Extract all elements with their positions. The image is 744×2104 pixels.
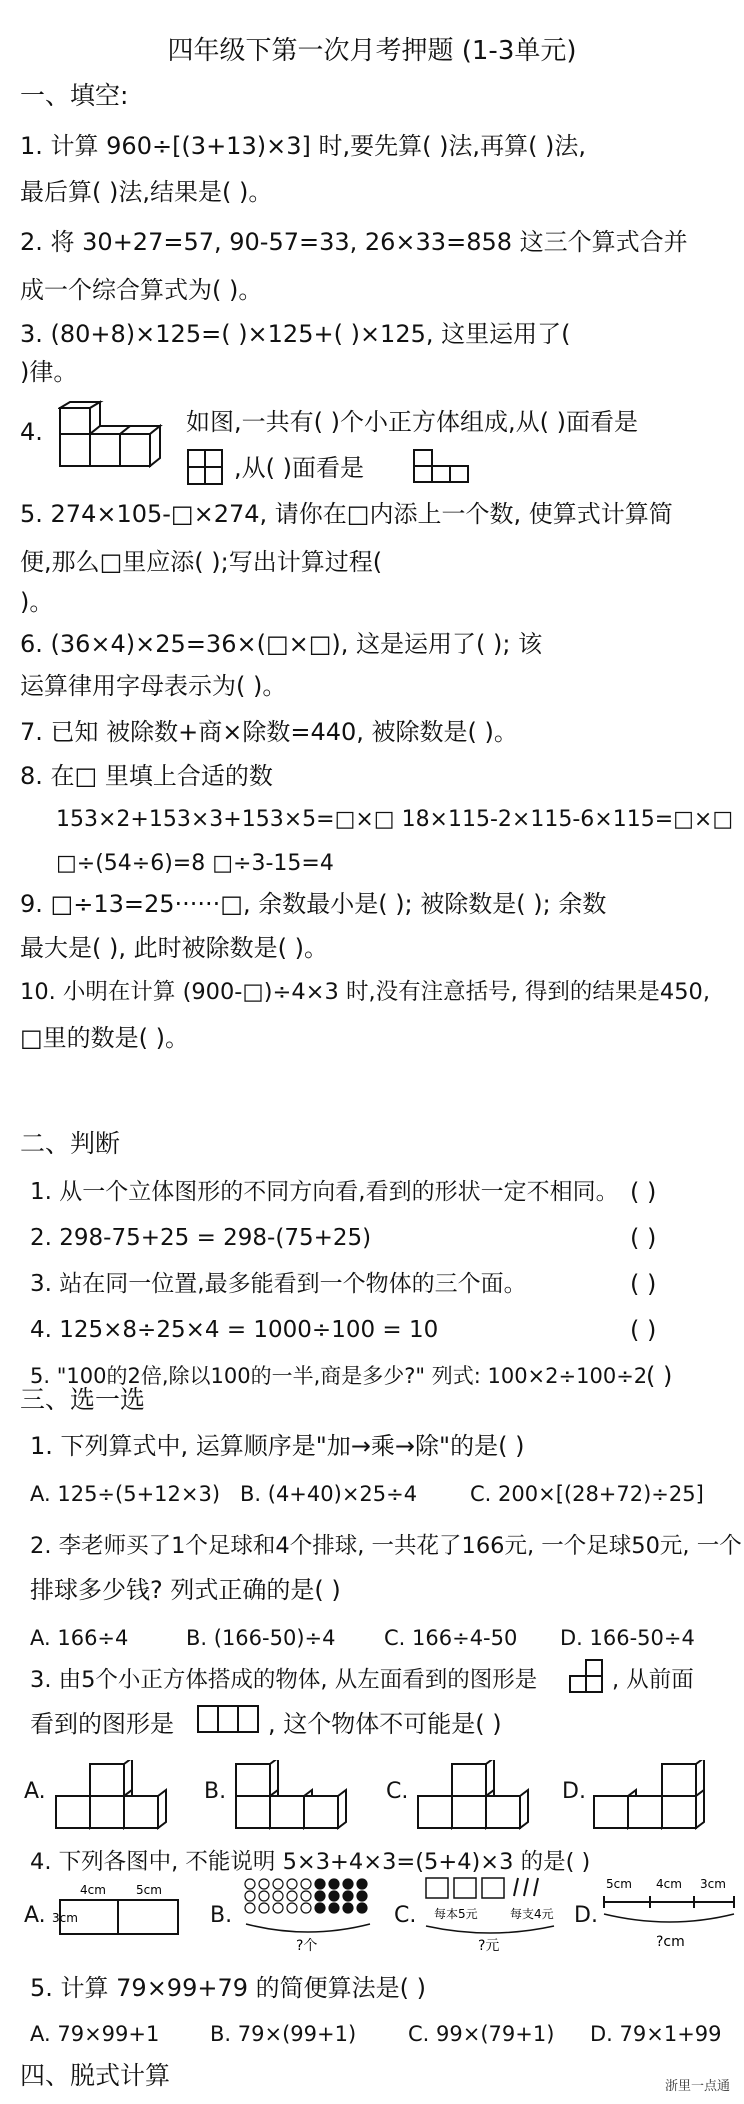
choose-q3-line2b: , 这个物体不可能是( ) (268, 1710, 502, 1738)
choose-q1: 1. 下列算式中, 运算顺序是"加→乘→除"的是( ) (30, 1432, 525, 1460)
judge-item-3: 3. 站在同一位置,最多能看到一个物体的三个面。 (30, 1271, 527, 1297)
choose-q2-option-A[interactable]: A. 166÷4 (30, 1626, 129, 1650)
dot (343, 1891, 353, 1901)
c4d-c: 3cm (700, 1877, 726, 1891)
choose-q3-option-C-cubes (414, 1760, 532, 1832)
cube-face (270, 1796, 304, 1828)
dot (245, 1879, 255, 1889)
dot (287, 1891, 297, 1901)
dot (245, 1891, 255, 1901)
cube-side (520, 1790, 528, 1828)
choose-q3-option-B[interactable]: B. (204, 1779, 227, 1804)
section-fill-heading: 一、填空: (20, 81, 129, 110)
dot (259, 1903, 269, 1913)
choose-q5-option-D[interactable]: D. 79×1+99 (590, 2022, 722, 2046)
fill-q9-line1: 9. □÷13=25······□, 余数最小是( ); 被除数是( ); 余数 (20, 890, 607, 918)
judge-item-2: 2. 298-75+25 = 298-(75+25) (30, 1225, 372, 1251)
left-view-shape (568, 1656, 608, 1696)
choose-q3-option-A-cubes (52, 1760, 170, 1832)
cube-face (236, 1764, 270, 1796)
section-choose-heading: 三、选一选 (20, 1385, 146, 1414)
fill-q10-line1: 10. 小明在计算 (900-□)÷4×3 时,没有注意括号, 得到的结果是450, (20, 979, 711, 1005)
choose-q5-option-A[interactable]: A. 79×99+1 (30, 2022, 160, 2046)
c4d-question: ?cm (656, 1934, 685, 1950)
choose-q2-line1: 2. 李老师买了1个足球和4个排球, 一共花了166元, 一个足球50元, 一个 (30, 1533, 742, 1559)
dot (301, 1879, 311, 1889)
cube-face (418, 1796, 452, 1828)
c4a-w2-label: 5cm (136, 1883, 162, 1897)
dot (287, 1879, 297, 1889)
segment-line-diagram (600, 1874, 740, 1954)
c4d-b: 4cm (656, 1877, 682, 1891)
fill-q5-line1: 5. 274×105-□×274, 请你在□内添上一个数, 使算式计算简 (20, 500, 673, 528)
cube-face (594, 1796, 628, 1828)
choose-q3-line1b: , 从前面 (612, 1667, 694, 1693)
choose-q2-line2: 排球多少钱? 列式正确的是( ) (30, 1576, 341, 1604)
cube-face (452, 1764, 486, 1796)
fill-q1-line1: 1. 计算 960÷[(3+13)×3] 时,要先算( )法,再算( )法, (20, 132, 587, 160)
choose-q4-option-C[interactable]: C. (394, 1903, 417, 1928)
watermark-text: 浙里一点通 (664, 2079, 730, 2094)
fill-q3-line2: )律。 (20, 358, 78, 386)
cube-face (628, 1796, 662, 1828)
choose-q4-option-D[interactable]: D. (574, 1903, 598, 1928)
page-title: 四年级下第一次月考押题 (1-3单元) (167, 36, 577, 66)
fill-q6-line2: 运算律用字母表示为( )。 (20, 672, 287, 700)
judge-item-5: 5. "100的2倍,除以100的一半,商是多少?" 列式: 100×2÷100÷2 (30, 1364, 648, 1388)
judge-answer-blank-4[interactable]: ( ) (630, 1316, 657, 1344)
fill-q8-row2: □÷(54÷6)=8 □÷3-15=4 (56, 851, 334, 876)
judge-item-4: 4. 125×8÷25×4 = 1000÷100 = 10 (30, 1317, 439, 1343)
c4a-w1-label: 4cm (80, 1883, 106, 1897)
choose-q3-option-A[interactable]: A. (24, 1779, 46, 1804)
dot (301, 1903, 311, 1913)
choose-q3-line1: 3. 由5个小正方体搭成的物体, 从左面看到的图形是 (30, 1667, 538, 1693)
cube-face (662, 1764, 696, 1796)
dot (273, 1903, 283, 1913)
dot (273, 1879, 283, 1889)
fill-q8-heading: 8. 在□ 里填上合适的数 (20, 762, 273, 790)
cube-face (90, 1764, 124, 1796)
cube-side (696, 1790, 704, 1828)
fill-q5-line3: )。 (20, 588, 54, 616)
fill-q10-line2: □里的数是( )。 (20, 1024, 190, 1052)
cube-face (56, 1796, 90, 1828)
dot (329, 1891, 339, 1901)
cube-side (158, 1790, 166, 1828)
cube-stack-diagram (58, 400, 178, 472)
dot (343, 1903, 353, 1913)
judge-answer-blank-3[interactable]: ( ) (630, 1270, 657, 1298)
dots-array-diagram (238, 1874, 378, 1954)
view-row-with-top (412, 446, 482, 486)
choose-q1-option-C[interactable]: C. 200×[(28+72)÷25] (470, 1482, 704, 1506)
fill-q4-line1: 如图,一共有( )个小正方体组成,从( )面看是 (186, 408, 638, 436)
choose-q3-option-D[interactable]: D. (562, 1779, 586, 1804)
fill-q8-row1: 153×2+153×3+153×5=□×□ 18×115-2×115-6×115=□×□ (56, 807, 734, 832)
fill-q4-line2: ,从( )面看是 (234, 454, 364, 482)
dot (357, 1891, 367, 1901)
c4d-a: 5cm (606, 1877, 632, 1891)
fill-q4-number: 4. (20, 418, 43, 446)
fill-q7: 7. 已知 被除数+商×除数=440, 被除数是( )。 (20, 718, 518, 746)
rect-area-diagram (50, 1880, 190, 1940)
section-judge-heading: 二、判断 (20, 1129, 121, 1158)
choose-q4-option-B[interactable]: B. (210, 1903, 233, 1928)
choose-q3-option-C[interactable]: C. (386, 1779, 409, 1804)
judge-answer-blank-2[interactable]: ( ) (630, 1224, 657, 1252)
dot (287, 1903, 297, 1913)
fill-q3-line1: 3. (80+8)×125=( )×125+( )×125, 这里运用了( (20, 320, 571, 348)
c4c-label1: 每本5元 (434, 1907, 478, 1921)
judge-item-1: 1. 从一个立体图形的不同方向看,看到的形状一定不相同。 (30, 1179, 619, 1205)
choose-q5-option-B[interactable]: B. 79×(99+1) (210, 2022, 357, 2046)
view-grid-2x2 (186, 448, 228, 488)
cube-side (338, 1790, 346, 1828)
front-view-shape (196, 1704, 262, 1740)
dot (301, 1891, 311, 1901)
dot (259, 1891, 269, 1901)
dot (315, 1903, 325, 1913)
dot (357, 1879, 367, 1889)
fill-q2-line2: 成一个综合算式为( )。 (20, 276, 263, 304)
fill-q5-line2: 便,那么□里应添( );写出计算过程( (20, 548, 383, 576)
choose-q5: 5. 计算 79×99+79 的简便算法是( ) (30, 1974, 426, 2002)
choose-q1-option-A[interactable]: A. 125÷(5+12×3) (30, 1482, 221, 1506)
cube-face (236, 1796, 270, 1828)
fill-q6-line1: 6. (36×4)×25=36×(□×□), 这是运用了( ); 该 (20, 630, 543, 658)
dot (329, 1903, 339, 1913)
c4a-side-label: 3cm (52, 1911, 78, 1925)
cube-face (304, 1796, 338, 1828)
choose-q3-option-B-cubes (232, 1760, 350, 1832)
c4c-question: ?元 (478, 1938, 500, 1954)
fill-q2-line1: 2. 将 30+27=57, 90-57=33, 26×33=858 这三个算式合并 (20, 228, 688, 256)
c4c-label2: 每支4元 (510, 1907, 554, 1921)
dot (273, 1891, 283, 1901)
dot (259, 1879, 269, 1889)
choose-q4: 4. 下列各图中, 不能说明 5×3+4×3=(5+4)×3 的是( ) (30, 1849, 591, 1875)
choose-q3-line2: 看到的图形是 (30, 1710, 174, 1738)
fill-q1-line2: 最后算( )法,结果是( )。 (20, 178, 273, 206)
judge-answer-blank-1[interactable]: ( ) (630, 1178, 657, 1206)
dot (343, 1879, 353, 1889)
judge-answer-blank-5[interactable]: ( ) (646, 1362, 673, 1390)
cube-face (486, 1796, 520, 1828)
dot (357, 1903, 367, 1913)
choose-q2-option-C[interactable]: C. 166÷4-50 (384, 1626, 518, 1650)
dot (315, 1891, 325, 1901)
choose-q1-option-B[interactable]: B. (4+40)×25÷4 (240, 1482, 418, 1506)
cube-face (124, 1796, 158, 1828)
choose-q4-option-A[interactable]: A. (24, 1903, 46, 1928)
dot (245, 1903, 255, 1913)
cube-face (662, 1796, 696, 1828)
cube-face (452, 1796, 486, 1828)
cube-face (90, 1796, 124, 1828)
fill-q9-line2: 最大是( ), 此时被除数是( )。 (20, 934, 328, 962)
choose-q5-option-C[interactable]: C. 99×(79+1) (408, 2022, 555, 2046)
choose-q2-option-B[interactable]: B. (166-50)÷4 (186, 1626, 336, 1650)
books-pens-diagram (420, 1874, 570, 1954)
choose-q2-option-D[interactable]: D. 166-50÷4 (560, 1626, 695, 1650)
c4b-question: ?个 (296, 1938, 318, 1954)
dot (329, 1879, 339, 1889)
section-calc-heading: 四、脱式计算 (20, 2061, 171, 2090)
dot (315, 1879, 325, 1889)
choose-q3-option-D-cubes (590, 1760, 708, 1832)
